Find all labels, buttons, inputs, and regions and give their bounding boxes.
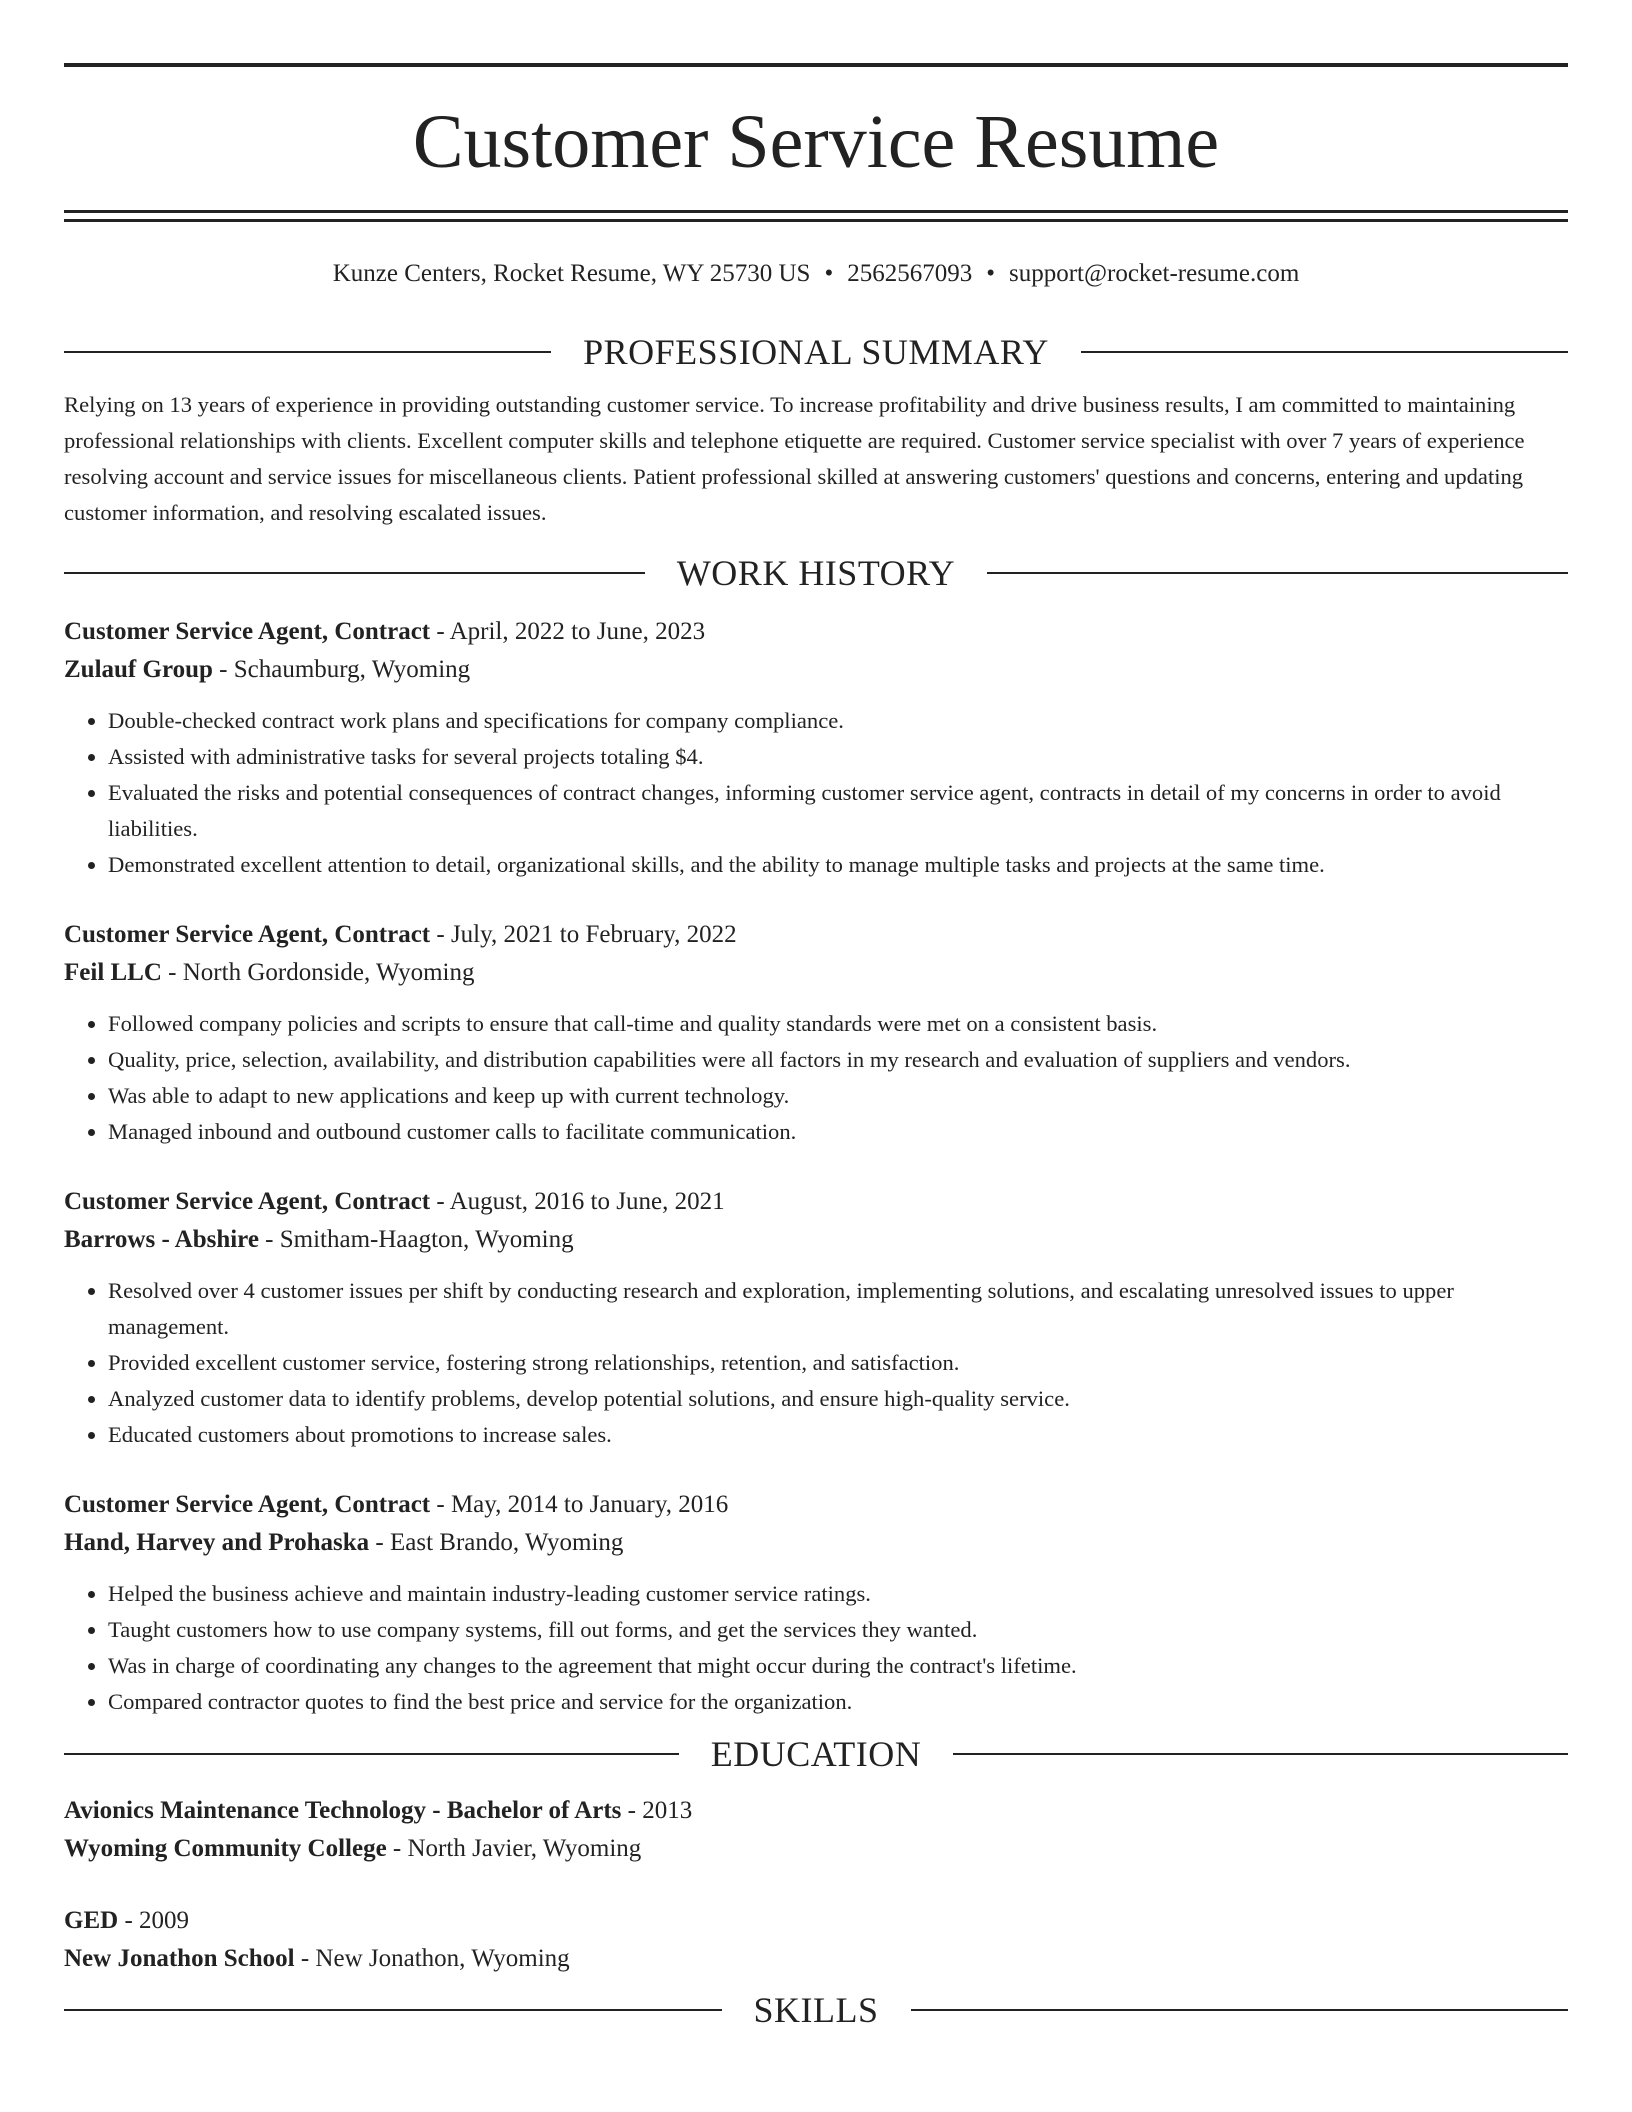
list-item: • Helped the business achieve and maintain industry-leading customer service ratings. (108, 1576, 1568, 1612)
list-item: • Taught customers how to use company systems, fill out forms, and get the services they wanted. (108, 1612, 1568, 1648)
job-dates: - August, 2016 to June, 2021 (430, 1188, 725, 1215)
school-location: - New Jonathon, Wyoming (294, 1945, 570, 1972)
job-entry (64, 1183, 1568, 1453)
top-rule (64, 63, 1568, 67)
employer-name: Zulauf Group (64, 656, 213, 683)
contact-address: Kunze Centers, Rocket Resume, WY 25730 US (332, 260, 811, 287)
heading-rule (987, 572, 1568, 574)
section-title: EDUCATION (710, 1734, 922, 1774)
heading-rule (64, 351, 551, 353)
job-entry (64, 1486, 1568, 1720)
section-heading-skills (64, 1988, 1568, 2032)
list-item: • Assisted with administrative tasks for several projects totaling $4. (108, 739, 1568, 775)
resume-page (64, 0, 1568, 2032)
section-heading-summary (64, 330, 1568, 374)
job-dates: - July, 2021 to February, 2022 (430, 921, 737, 948)
job-title: Customer Service Agent, Contract (64, 1188, 431, 1215)
contact-line (64, 259, 1568, 289)
list-item: • Double-checked contract work plans and specifications for company compliance. (108, 703, 1568, 739)
job-bullets (64, 703, 1568, 883)
employer-line (64, 1524, 1568, 1562)
degree-year: - 2013 (621, 1797, 693, 1824)
employer-line (64, 651, 1568, 689)
heading-rule (1081, 351, 1568, 353)
list-item: • Compared contractor quotes to find the best price and service for the organization. (108, 1684, 1568, 1720)
school-name: Wyoming Community College (64, 1835, 387, 1862)
contact-separator: • (986, 260, 995, 287)
degree-name: GED (64, 1907, 119, 1934)
list-item: • Resolved over 4 customer issues per shift by conducting research and exploration, implementing solutions, and escalating unresolved issues to upper management. (108, 1273, 1568, 1345)
job-title: Customer Service Agent, Contract (64, 618, 431, 645)
list-item: • Analyzed customer data to identify problems, develop potential solutions, and ensure high-quality service. (108, 1381, 1568, 1417)
employer-location: - Schaumburg, Wyoming (212, 656, 471, 683)
job-dates: - May, 2014 to January, 2016 (430, 1491, 729, 1518)
list-item: • Was in charge of coordinating any changes to the agreement that might occur during the contract's lifetime. (108, 1648, 1568, 1684)
section-title: SKILLS (753, 1990, 879, 2030)
employer-location: - North Gordonside, Wyoming (161, 959, 475, 986)
list-item: • Followed company policies and scripts to ensure that call-time and quality standards were met on a consistent basis. (108, 1006, 1568, 1042)
job-entry (64, 613, 1568, 883)
heading-rule (911, 2009, 1569, 2011)
employer-name: Hand, Harvey and Prohaska (64, 1529, 370, 1556)
school-name: New Jonathon School (64, 1945, 295, 1972)
contact-separator: • (824, 260, 834, 287)
list-item: • Evaluated the risks and potential consequences of contract changes, informing customer service agent, contracts in detail of my concerns in order to avoid liabilities. (108, 775, 1568, 847)
employer-line (64, 954, 1568, 992)
employer-line (64, 1221, 1568, 1259)
job-bullets (64, 1273, 1568, 1453)
heading-rule (64, 1753, 679, 1755)
school-line (64, 1940, 1568, 1978)
job-title-line (64, 613, 1568, 651)
degree-name: Avionics Maintenance Technology - Bachelor of Arts (64, 1797, 622, 1824)
job-title-line (64, 1183, 1568, 1221)
contact-email: support@rocket-resume.com (1008, 260, 1300, 287)
degree-year: - 2009 (118, 1907, 190, 1934)
school-location: - North Javier, Wyoming (386, 1835, 642, 1862)
section-heading-work-history (64, 551, 1568, 595)
job-dates: - April, 2022 to June, 2023 (430, 618, 706, 645)
section-title: WORK HISTORY (676, 553, 956, 593)
list-item: • Managed inbound and outbound customer calls to facilitate communication. (108, 1114, 1568, 1150)
job-bullets (64, 1006, 1568, 1150)
section-title: PROFESSIONAL SUMMARY (583, 332, 1049, 372)
education-entry (64, 1792, 1568, 1868)
school-line (64, 1830, 1568, 1868)
section-heading-education (64, 1732, 1568, 1776)
job-title-line (64, 916, 1568, 954)
heading-rule (953, 1753, 1568, 1755)
job-title-line (64, 1486, 1568, 1524)
list-item: • Was able to adapt to new applications and keep up with current technology. (108, 1078, 1568, 1114)
list-item: • Provided excellent customer service, fostering strong relationships, retention, and satisfaction. (108, 1345, 1568, 1381)
job-title: Customer Service Agent, Contract (64, 1491, 431, 1518)
employer-location: - East Brando, Wyoming (369, 1529, 624, 1556)
job-entry (64, 916, 1568, 1150)
list-item: • Demonstrated excellent attention to detail, organizational skills, and the ability to manage multiple tasks and projects at the same time. (108, 847, 1568, 883)
title-double-rule (64, 210, 1568, 222)
job-bullets (64, 1576, 1568, 1720)
job-title: Customer Service Agent, Contract (64, 921, 431, 948)
list-item: • Quality, price, selection, availability, and distribution capabilities were all factors in my research and evaluation of suppliers and vendors. (108, 1042, 1568, 1078)
resume-title: Customer Service Resume (412, 100, 1220, 184)
employer-location: - Smitham-Haagton, Wyoming (258, 1226, 574, 1253)
heading-rule (64, 572, 645, 574)
degree-line (64, 1792, 1568, 1830)
summary-text: Relying on 13 years of experience in providing outstanding customer service. To increase profitability and drive business results, I am committed to maintaining professional relationships with clients. Excellent computer skills and telephone etiquette are required. Customer service specialist with over 7 years of experience resolving account and service issues for miscellaneous clients. Patient professional skilled at answering customers' questions and concerns, entering and updating customer information, and resolving escalated issues. (64, 392, 1525, 525)
education-entry (64, 1902, 1568, 1978)
contact-phone: 2562567093 (847, 260, 973, 287)
heading-rule (64, 2009, 722, 2011)
employer-name: Feil LLC (64, 959, 162, 986)
list-item: • Educated customers about promotions to increase sales. (108, 1417, 1568, 1453)
degree-line (64, 1902, 1568, 1940)
employer-name: Barrows - Abshire (64, 1226, 259, 1253)
